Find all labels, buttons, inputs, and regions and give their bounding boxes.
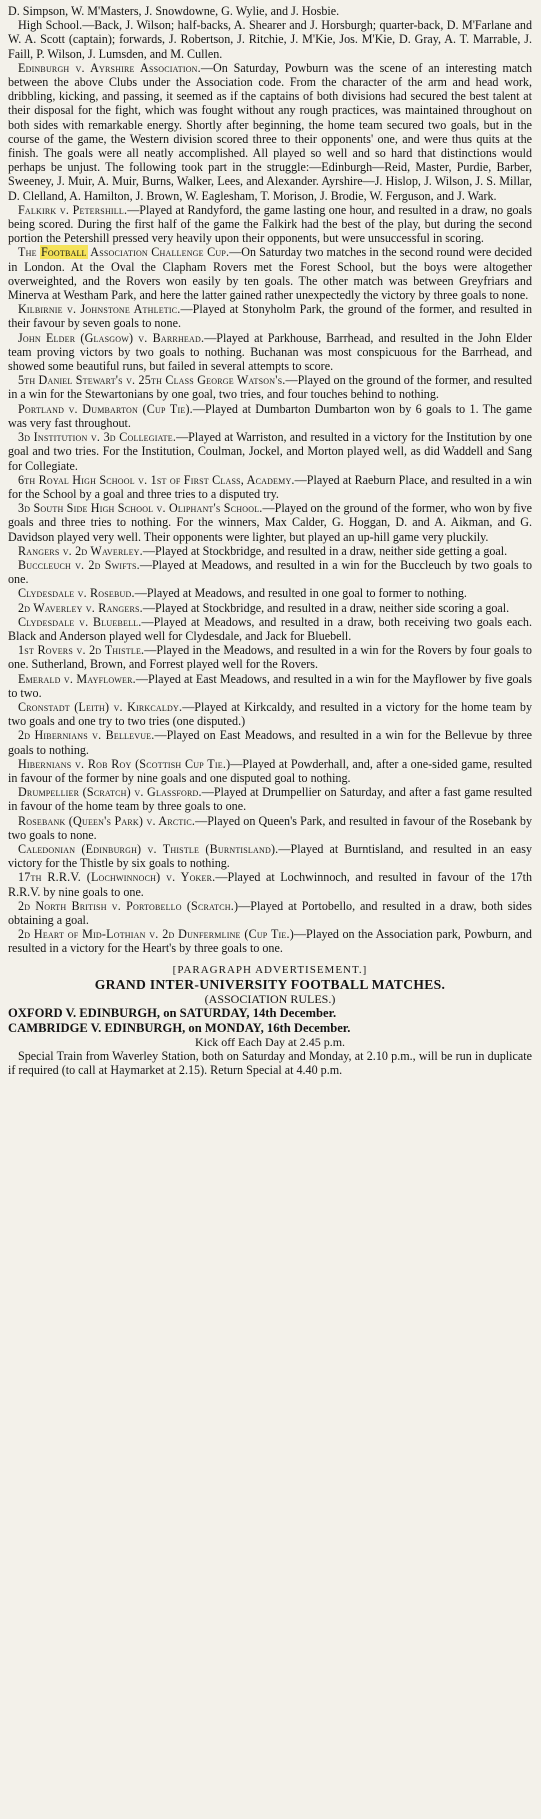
advert-title: GRAND INTER-UNIVERSITY FOOTBALL MATCHES. xyxy=(94,976,446,992)
report-falkirk-petershill xyxy=(8,203,532,246)
report-heading: Caledonian (Edinburgh) v. Thistle (Burntisland). xyxy=(18,841,279,856)
report-heading: Buccleuch v. 2d Swifts. xyxy=(18,557,140,572)
report-heading: John Elder (Glasgow) v. Barrhead. xyxy=(18,330,205,345)
report-stewart-watson xyxy=(8,373,532,401)
report-waverley-rangers xyxy=(8,601,532,615)
advert-kickoff: Kick off Each Day at 2.45 p.m. xyxy=(194,1035,346,1050)
report-body: —Played at East Meadows, and resulted in a win for the Mayflower by five goals to two. xyxy=(8,671,532,700)
report-clydesdale-bluebell xyxy=(8,615,532,643)
report-heading: Edinburgh v. Ayrshire Association. xyxy=(18,60,201,75)
report-challenge-cup xyxy=(8,245,532,302)
advert-match-oxford: OXFORD V. EDINBURGH, on SATURDAY, 14th December. xyxy=(8,1006,337,1021)
opening-text: D. Simpson, W. M'Masters, J. Snowdowne, G. Wylie, and J. Hosbie. xyxy=(8,4,340,18)
report-heading: Emerald v. Mayflower. xyxy=(18,671,136,686)
report-drumpellier-glassford xyxy=(8,785,532,813)
report-body: —Played at Meadows, and resulted in one goal to former to nothing. xyxy=(134,586,467,601)
report-heading: Rangers v. 2d Waverley. xyxy=(18,543,143,558)
advert-subtitle: (ASSOCIATION RULES.) xyxy=(204,992,336,1007)
high-school-text: High School.—Back, J. Wilson; half-backs, A. Shearer and J. Horsburgh; quarter-back, D. M'Farlane and W. A. Scott (captain); forwards, J. Robertson, J. Ritchie, J. M'Kie, Jos. M'Kie, D. Gray, A. T. Marrable, J. Faill, P. Wilson, J. Lumsden, and M. Cullen. xyxy=(8,18,532,61)
report-body: —Played at Stonyholm Park, the ground of the former, and resulted in their favour by seven goals to none. xyxy=(8,302,532,331)
report-body: —Played at Randyford, the game lasting one hour, and resulted in a draw, no goals being scored. During the first half of the game the Falkirk had the best of the play, but during the second portion the Petershill pressed very heavily upon their opponents, but were unsuccessful in scoring. xyxy=(8,202,532,246)
report-body: —Played at Parkhouse, Barrhead, and resulted in the John Elder team proving victors by two goals to nothing. Buchanan was most conspicuous for the Barrhead, and showed some beautiful runs, but failed in several attempts to score. xyxy=(8,330,532,374)
report-heading: Clydesdale v. Bluebell. xyxy=(18,614,142,629)
report-body: —Played at Stockbridge, and resulted in a draw, neither side getting a goal. xyxy=(142,543,508,558)
report-body: —Played at Warriston, and resulted in a victory for the Institution by one goal and two tries. For the Institution, Coulman, Jockel, and Morton played well, as did Waddell and Sang for Collegiate. xyxy=(8,430,532,473)
report-body: —Played at Drumpellier on Saturday, and after a fast game resulted in favour of the home team by three goals to one. xyxy=(8,785,532,814)
paragraph-advertisement xyxy=(8,964,532,1078)
report-hibernians-rob-roy xyxy=(8,757,532,785)
report-heading: Hibernians v. Rob Roy (Scottish Cup Tie.) xyxy=(18,756,231,771)
report-body: —Played at Meadows, and resulted in a win for the Buccleuch by two goals to one. xyxy=(8,557,532,587)
heading-prefix: The xyxy=(18,245,40,260)
report-portland-dumbarton xyxy=(8,402,532,430)
report-17th-rrv-yoker xyxy=(8,870,532,898)
report-heading: Drumpellier (Scratch) v. Glassford. xyxy=(18,785,202,800)
report-south-side-oliphant xyxy=(8,501,532,544)
report-body: —Played at Dumbarton Dumbarton won by 6 goals to 1. The game was very fast throughout. xyxy=(8,401,532,430)
report-body: —On Saturday two matches in the second round were decided in London. At the Oval the Clapham Rovers met the Forest School, but the boys were altogether overweighted, and the Rovers won easily by ten goals. The other match was between Greyfriars and Minerva at Westham Park, and here the latter gained rather unexpectedly the victory by three goals to none. xyxy=(8,245,533,303)
report-body: —Played on Queen's Park, and resulted in favour of the Rosebank by two goals to none. xyxy=(8,813,532,842)
report-heading: Rosebank (Queen's Park) v. Arctic. xyxy=(18,813,196,828)
report-body: —Played at Kirkcaldy, and resulted in a victory for the home team by two goals and one try to two tries (one disputed.) xyxy=(8,699,532,729)
report-buccleuch-swifts xyxy=(8,558,532,586)
report-cronstadt-kirkcaldy xyxy=(8,700,532,728)
report-rovers-thistle xyxy=(8,643,532,671)
report-body: —On Saturday, Powburn was the scene of an interesting match between the above Clubs under the Association code. From the character of the arm and head work, dribbling, kicking, and passing, it seemed as if the captains of both divisions had secured the best talent at their disposal for the fight, which was fought without any rough practices, was maintained throughout on both sides with remarkable energy. Shortly after beginning, the home team secured two goals, but in the course of the game, the Western division scored three to their opponents' one, and were thus quits at the finish. The goals were all neatly accomplished. All played so well and so hard that distinctions would perhaps be unjust. The following took part in the struggle:—Edinburgh—Reid, Master, Purdie, Barber, Sweeney, J. Muir, A. Muir, Burns, Walker, Lees, and Alexander. Ayrshire—J. Hislop, J. Wilson, J. S. Millar, D. Clelland, A. Hamilton, J. Brown, W. Eaglesham, T. Morison, J. Brodie, W. Ferguson, and J. Wark. xyxy=(8,60,532,203)
report-body: —Played at Portobello, and resulted in a draw, both sides obtaining a goal. xyxy=(8,898,532,927)
report-body: —Played on the Association park, Powburn, and resulted in a victory for the Heart's by three goals to one. xyxy=(8,927,532,956)
report-institution-collegiate xyxy=(8,430,532,473)
report-rosebank-arctic xyxy=(8,814,532,842)
report-body: —Played on East Meadows, and resulted in a win for the Bellevue by three goals to nothing. xyxy=(8,728,532,757)
report-body: —Played at Raeburn Place, and resulted in a win for the School by a goal and three tries to a disputed try. xyxy=(8,472,532,501)
report-heading: 3d South Side High School v. Oliphant's School. xyxy=(18,501,263,516)
report-body: —Played at Powderhall, and, after a one-sided game, resulted in favour of the former by nine goals and one disputed goal to nothing. xyxy=(8,756,532,785)
report-heading: 3d Institution v. 3d Collegiate. xyxy=(18,430,177,445)
report-heading: 2d North British v. Portobello (Scratch.) xyxy=(18,898,239,913)
report-body: —Played at Lochwinnoch, and resulted in favour of the 17th R.R.V. by nine goals to one. xyxy=(8,870,532,899)
report-body: —Played at Meadows, and resulted in a draw, both receiving two goals each. Black and Anderson played well for Clydesdale, and Jack for Bluebell. xyxy=(8,614,532,643)
opening-team-list xyxy=(8,4,532,18)
report-heading: 2d Waverley v. Rangers. xyxy=(18,600,143,615)
report-heading xyxy=(18,245,229,259)
report-heading: Falkirk v. Petershill. xyxy=(18,202,128,217)
report-body: —Played at Burntisland, and resulted in an easy victory for the Thistle by six goals to nothing. xyxy=(8,841,532,871)
report-john-elder-barrhead xyxy=(8,331,532,374)
report-heading: 17th R.R.V. (Lochwinnoch) v. Yoker. xyxy=(18,870,216,885)
report-heading: Clydesdale v. Rosebud. xyxy=(18,586,135,601)
report-heading: 2d Hibernians v. Bellevue. xyxy=(18,728,155,743)
advert-special-train: Special Train from Waverley Station, both on Saturday and Monday, at 2.10 p.m., will be run in duplicate if required (to call at Haymarket at 2.15). Return Special at 4.40 p.m. xyxy=(8,1049,532,1078)
report-hearts-dunfermline xyxy=(8,927,532,955)
report-north-british-portobello xyxy=(8,899,532,927)
report-hibernians-bellevue xyxy=(8,728,532,756)
report-royal-high-academy xyxy=(8,473,532,501)
report-rangers-waverley xyxy=(8,544,532,558)
report-heading: 2d Heart of Mid-Lothian v. 2d Dunfermline (Cup Tie.) xyxy=(18,927,294,942)
report-body: —Played on the ground of the former, who won by five goals and three tries to nothing. For the winners, Max Calder, G. Hoggan, D. and A. Aikman, and G. Davidson played very well. Their opponents were lighter, but played an up-hill game very pluckily. xyxy=(8,501,532,544)
report-heading: 6th Royal High School v. 1st of First Class, Academy. xyxy=(18,472,295,487)
high-school-team-list xyxy=(8,18,532,61)
report-heading: Kilbirnie v. Johnstone Athletic. xyxy=(18,302,181,317)
report-body: —Played in the Meadows, and resulted in a win for the Rovers by four goals to one. Sutherland, Brown, and Forrest played well for the Rovers. xyxy=(8,643,532,672)
report-heading: 5th Daniel Stewart's v. 25th Class George Watson's. xyxy=(18,373,286,388)
report-caledonian-thistle xyxy=(8,842,532,870)
report-edinburgh-ayrshire xyxy=(8,61,532,203)
report-body: —Played on the ground of the former, and resulted in a win for the Stewartonians by one goal, two tries, and four touches behind to nothing. xyxy=(8,373,532,402)
report-clydesdale-rosebud xyxy=(8,586,532,600)
report-heading: 1st Rovers v. 2d Thistle. xyxy=(18,643,145,658)
heading-suffix: Association Challenge Cup. xyxy=(87,245,230,260)
report-kilbirnie-johnstone xyxy=(8,302,532,330)
report-heading: Portland v. Dumbarton (Cup Tie). xyxy=(18,401,193,416)
report-body: —Played at Stockbridge, and resulted in a draw, neither side scoring a goal. xyxy=(142,600,510,615)
report-emerald-mayflower xyxy=(8,672,532,700)
advert-match-cambridge: CAMBRIDGE V. EDINBURGH, on MONDAY, 16th December. xyxy=(8,1020,351,1035)
advert-label: [PARAGRAPH ADVERTISEMENT.] xyxy=(172,963,368,976)
highlighted-search-term: Football xyxy=(40,245,87,260)
report-heading: Cronstadt (Leith) v. Kirkcaldy. xyxy=(18,699,183,714)
